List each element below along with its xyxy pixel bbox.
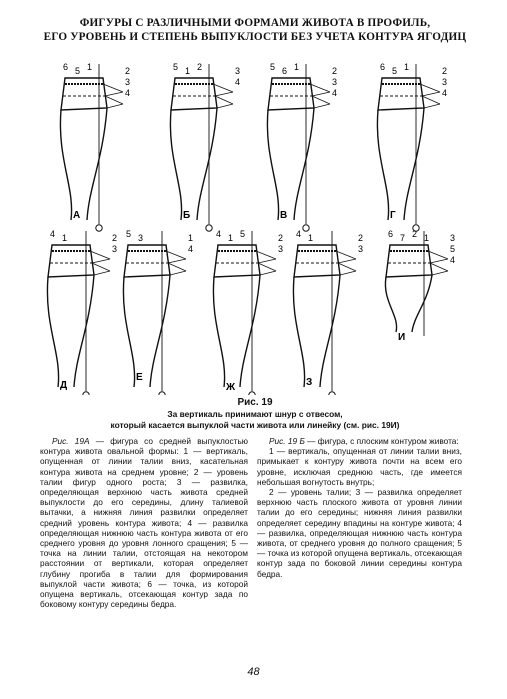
figure-number: 1 bbox=[308, 233, 314, 243]
figure-label: А bbox=[73, 210, 81, 221]
figure-number: 1 bbox=[188, 233, 194, 243]
leg-outline bbox=[293, 275, 340, 387]
figure-number: 2 bbox=[278, 233, 284, 243]
figure-number: 1 bbox=[404, 62, 410, 72]
figure-number: 2 bbox=[197, 62, 203, 72]
figure-label: Б bbox=[183, 210, 191, 221]
right-lead: Рис. 19 Б bbox=[269, 436, 305, 446]
leg-outline bbox=[60, 108, 107, 220]
figure-number: 1 bbox=[424, 233, 430, 243]
fork-line bbox=[428, 251, 448, 259]
fork-line bbox=[107, 104, 123, 108]
hip-outline bbox=[61, 78, 107, 110]
fork-line bbox=[260, 271, 276, 275]
plumb-weight bbox=[96, 225, 102, 231]
fork-line bbox=[217, 104, 233, 108]
fork-line bbox=[430, 263, 448, 271]
plumb-weight bbox=[206, 225, 212, 231]
figure-number: 6 bbox=[380, 62, 386, 72]
fork-line bbox=[256, 251, 276, 259]
fork-line bbox=[432, 271, 448, 275]
fork-line bbox=[258, 259, 276, 263]
hip-outline bbox=[294, 245, 340, 277]
fork-line bbox=[215, 92, 233, 96]
figure-number: 3 bbox=[112, 244, 118, 254]
figure-label: В bbox=[280, 210, 288, 221]
leg-outline bbox=[213, 275, 260, 387]
figure-number: 3 bbox=[125, 77, 131, 87]
hip-outline bbox=[214, 245, 260, 277]
figure-number: 4 bbox=[125, 88, 131, 98]
fork-line bbox=[168, 259, 186, 263]
figure-number: 7 bbox=[400, 233, 406, 243]
hip-outline bbox=[386, 245, 432, 277]
figure-3 bbox=[267, 62, 337, 231]
figure-number: 2 bbox=[125, 66, 131, 76]
figure-number: 5 bbox=[126, 229, 132, 239]
figure-number: 3 bbox=[450, 233, 456, 243]
fork-line bbox=[422, 96, 440, 104]
fork-line bbox=[92, 263, 110, 271]
fork-line bbox=[103, 84, 123, 92]
fork-line bbox=[258, 263, 276, 271]
fork-line bbox=[94, 271, 110, 275]
left-lead: Рис. 19А bbox=[52, 436, 90, 446]
figure-number: 5 bbox=[75, 66, 81, 76]
figure-4 bbox=[377, 62, 447, 231]
page-number: 48 bbox=[247, 666, 260, 678]
figure-label: Е bbox=[136, 372, 143, 383]
plumb-weight bbox=[83, 392, 89, 395]
fork-line bbox=[430, 259, 448, 263]
figure-number: 4 bbox=[216, 229, 222, 239]
fork-line bbox=[105, 92, 123, 96]
figure-number: 3 bbox=[138, 233, 144, 243]
leg-outline bbox=[267, 108, 314, 220]
fork-line bbox=[338, 263, 356, 271]
fork-line bbox=[420, 84, 440, 92]
fork-line bbox=[92, 259, 110, 263]
figure-number: 4 bbox=[188, 244, 194, 254]
figure-number: 5 bbox=[392, 66, 398, 76]
figure-number: 3 bbox=[278, 244, 284, 254]
plumb-weight bbox=[303, 225, 309, 231]
figure-number: 4 bbox=[235, 77, 241, 87]
leg-outline bbox=[377, 108, 424, 220]
figure-2 bbox=[170, 62, 240, 231]
fork-line bbox=[168, 263, 186, 271]
left-column-text bbox=[40, 436, 248, 609]
hip-outline bbox=[378, 78, 424, 110]
right-paragraph-2: 2 — уровень талии; 3 — развилка определяет верхнюю часть плоского живота от уровня линии талии до его середины; нижняя линия развилки определяет середину впадины на контуре живота; 4 — развилка, определяющая нижнюю часть контура живота, от среднего уровня до полного сращения; 5 — точка из которой опущена вертикаль, отсекающая контур зада по боковой линии середины контура бедра. bbox=[257, 487, 462, 579]
figure-5 bbox=[47, 229, 117, 395]
figure-6 bbox=[123, 229, 193, 395]
figure-number: 2 bbox=[358, 233, 364, 243]
fork-line bbox=[336, 251, 356, 259]
figure-label: Д bbox=[60, 380, 68, 391]
caption-head: Рис. 19 bbox=[237, 397, 273, 408]
caption-line-1: За вертикаль принимают шнур с отвесом, bbox=[167, 409, 343, 419]
caption-line-2: который касается выпуклой части живота или линейку (см. рис. 19И) bbox=[110, 420, 400, 430]
leg-outline bbox=[385, 275, 432, 332]
fork-line bbox=[90, 251, 110, 259]
figure-label: Г bbox=[390, 210, 396, 221]
figure-number: 1 bbox=[185, 66, 191, 76]
figure-number: 1 bbox=[87, 62, 93, 72]
hip-outline bbox=[268, 78, 314, 110]
figure-number: 1 bbox=[62, 233, 68, 243]
figure-number: 2 bbox=[412, 229, 418, 239]
figure-number: 3 bbox=[358, 244, 364, 254]
figure-9 bbox=[385, 229, 455, 343]
title-line-1: ФИГУРЫ С РАЗЛИЧНЫМИ ФОРМАМИ ЖИВОТА В ПРОФИЛЬ, bbox=[79, 17, 431, 29]
right-column-text bbox=[257, 436, 462, 579]
plumb-weight bbox=[329, 392, 335, 395]
fork-line bbox=[338, 259, 356, 263]
hip-outline bbox=[124, 245, 170, 277]
fork-line bbox=[310, 84, 330, 92]
figure-number: 1 bbox=[294, 62, 300, 72]
figure-label: З bbox=[306, 377, 313, 388]
figure-caption bbox=[60, 396, 450, 431]
fork-line bbox=[422, 92, 440, 96]
page-title bbox=[40, 16, 470, 44]
hip-outline bbox=[171, 78, 217, 110]
leg-outline bbox=[170, 108, 217, 220]
figure-7 bbox=[213, 229, 283, 395]
fork-line bbox=[215, 96, 233, 104]
fork-line bbox=[105, 96, 123, 104]
figure-number: 4 bbox=[296, 229, 302, 239]
figure-number: 4 bbox=[442, 88, 448, 98]
right-paragraph-1: 1 — вертикаль, опущенная от линии талии вниз, примыкает к контуру живота почти на всем его уровне, исключая среднюю часть, где имеется небольшая вогнутость внутрь; bbox=[257, 446, 462, 487]
hip-outline bbox=[48, 245, 94, 277]
figure-number: 3 bbox=[332, 77, 338, 87]
figure-number: 4 bbox=[50, 229, 56, 239]
figure-number: 4 bbox=[332, 88, 338, 98]
figure-8 bbox=[293, 229, 363, 395]
left-body: — фигура со средней выпуклостью контура живота овальной формы: 1 — вертикаль, опущенная от линии талии вниз, касательная контура живота на среднем уровне; 2 — уровень талии фигур одного роста; 3 — развилка, определяющая верхнюю часть живота средней выпуклости до его середины, длину талиевой вытачки, а нижняя линия развилки определяет средний уровень контура живота; 4 — развилка определяющая нижнюю часть контура живота от его среднего уровня до уровня лонного сращения; 5 — точка на линии талии, отстоящая на некотором расстоянии от вертикали, которая определяет глубину прогиба в талии для формирования выпуклой части живота; 6 — точка, из которой опущена вертикаль, отсекающая контур зада по боковому контуру середины бедра. bbox=[40, 436, 248, 610]
fork-line bbox=[170, 271, 186, 275]
fork-line bbox=[314, 104, 330, 108]
figure-number: 3 bbox=[442, 77, 448, 87]
figure-number: 5 bbox=[173, 62, 179, 72]
figure-number: 5 bbox=[270, 62, 276, 72]
figure-number: 2 bbox=[332, 66, 338, 76]
figure-number: 2 bbox=[112, 233, 118, 243]
figure-label: И bbox=[398, 332, 406, 343]
figure-number: 4 bbox=[450, 255, 456, 265]
figure-number: 5 bbox=[450, 244, 456, 254]
fork-line bbox=[424, 104, 440, 108]
figure-number: 1 bbox=[228, 233, 234, 243]
fork-line bbox=[312, 96, 330, 104]
figure-1 bbox=[60, 62, 130, 231]
figure-number: 6 bbox=[63, 62, 69, 72]
fork-line bbox=[213, 84, 233, 92]
plumb-weight bbox=[159, 392, 165, 395]
fork-line bbox=[166, 251, 186, 259]
figure-label: Ж bbox=[226, 382, 236, 393]
figure-number: 2 bbox=[442, 66, 448, 76]
figure-number: 6 bbox=[388, 229, 394, 239]
figure-19-illustration bbox=[0, 50, 507, 395]
figure-number: 6 bbox=[282, 66, 288, 76]
fork-line bbox=[312, 92, 330, 96]
fork-line bbox=[340, 271, 356, 275]
title-line-2: ЕГО УРОВЕНЬ И СТЕПЕНЬ ВЫПУКЛОСТИ БЕЗ УЧЕТА КОНТУРА ЯГОДИЦ bbox=[43, 31, 467, 43]
right-body: — фигура, с плоским контуром живота: bbox=[304, 436, 459, 446]
leg-outline bbox=[123, 275, 170, 387]
figure-number: 3 bbox=[235, 66, 241, 76]
plumb-weight bbox=[249, 392, 255, 395]
leg-outline bbox=[47, 275, 94, 387]
figure-number: 5 bbox=[240, 229, 246, 239]
